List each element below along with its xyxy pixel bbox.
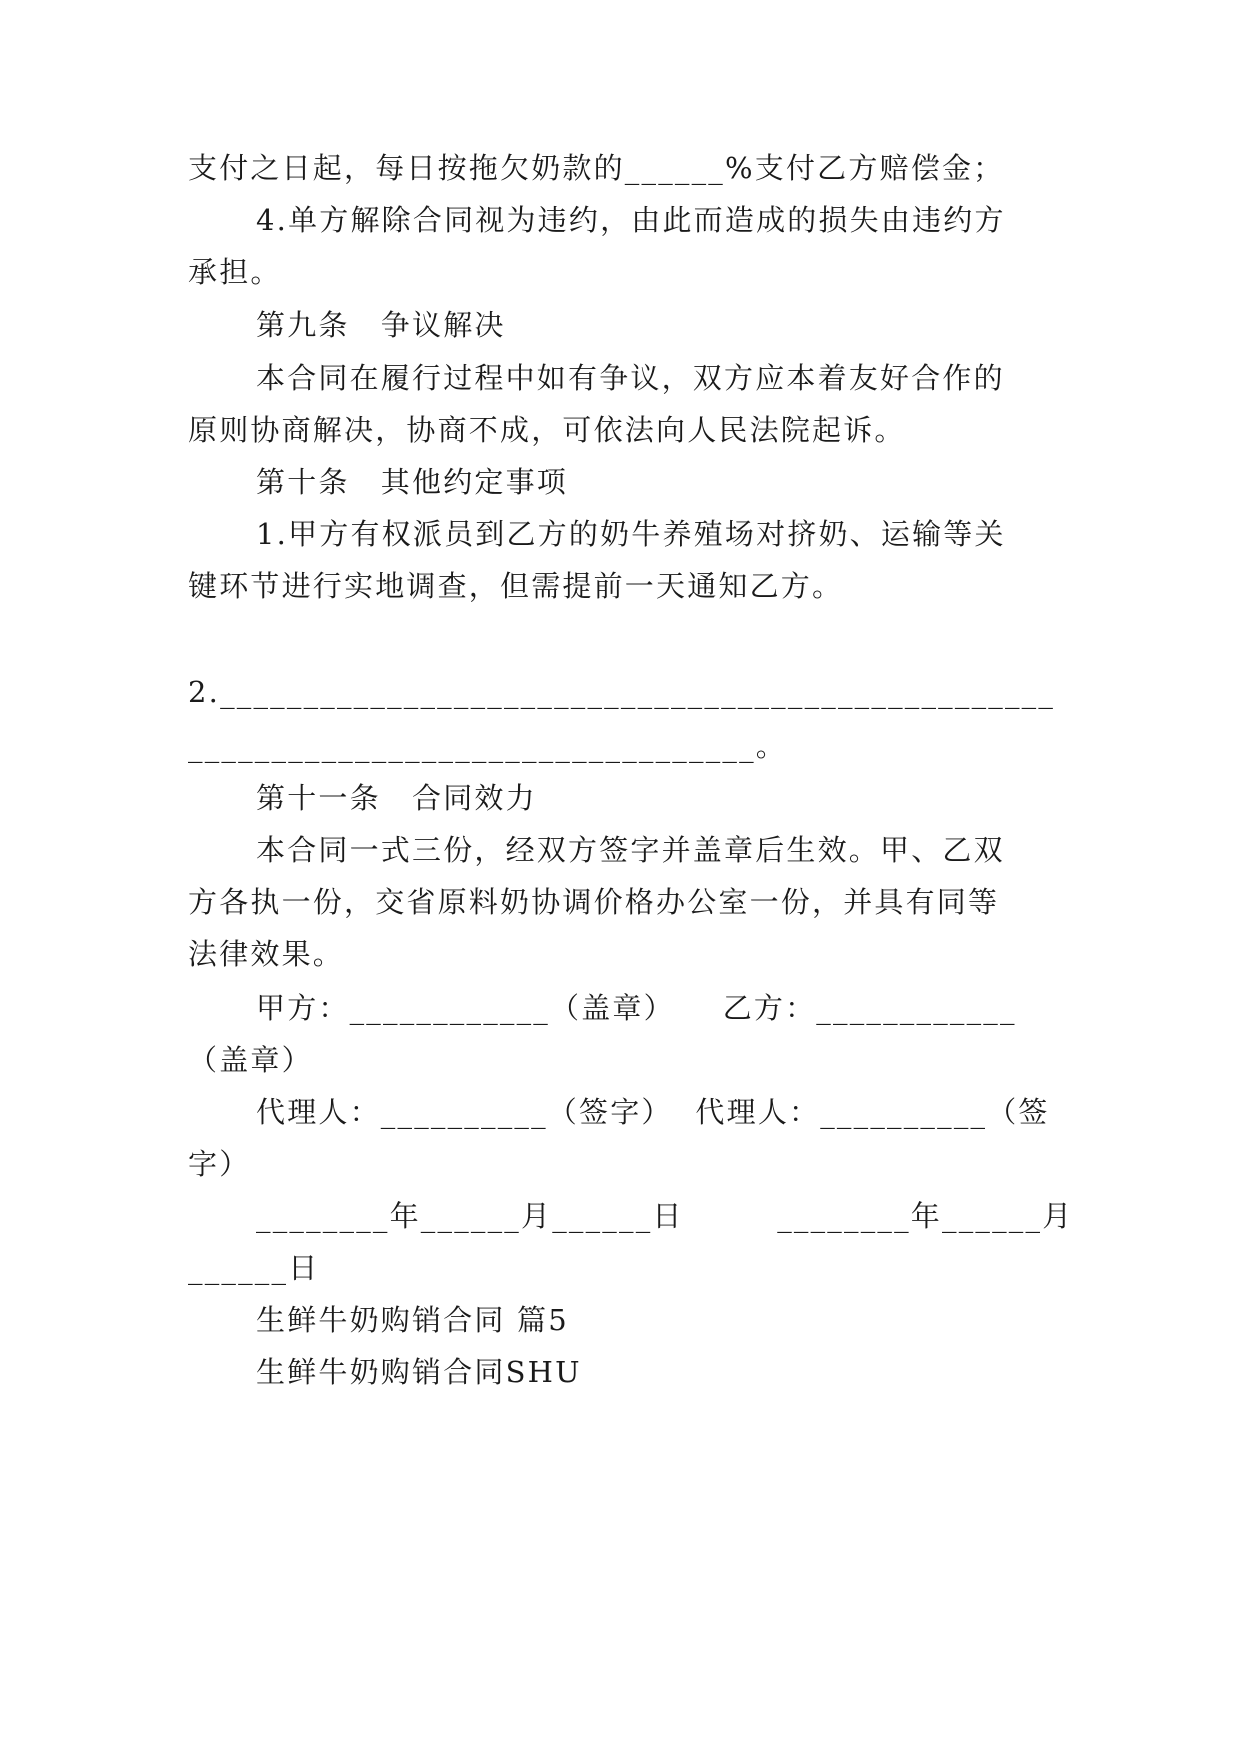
party-signature-line: 甲方：____________（盖章） 乙方：____________	[256, 991, 1017, 1025]
blank-line: __________________________________。	[188, 729, 787, 763]
paragraph-line: （盖章）	[188, 1043, 313, 1077]
paragraph-line: 法律效果。	[188, 937, 345, 971]
clause-item-1: 1.甲方有权派员到乙方的奶牛养殖场对挤奶、运输等关	[256, 517, 1006, 551]
article-heading-11: 第十一条 合同效力	[256, 781, 537, 815]
article-heading-9: 第九条 争议解决	[256, 308, 506, 342]
section-subtitle: 生鲜牛奶购销合同SHU	[256, 1355, 582, 1389]
paragraph-line: 键环节进行实地调查，但需提前一天通知乙方。	[188, 569, 844, 603]
date-line: ________年______月______日 ________年______月	[256, 1199, 1074, 1233]
clause-item-4: 4.单方解除合同视为违约，由此而造成的损失由违约方	[256, 203, 1006, 237]
agent-signature-line: 代理人：__________（签字） 代理人：__________（签	[256, 1095, 1050, 1129]
paragraph-line: 支付之日起，每日按拖欠奶款的______%支付乙方赔偿金；	[188, 151, 1005, 185]
paragraph-line: 字）	[188, 1147, 251, 1181]
paragraph-line: 原则协商解决，协商不成，可依法向人民法院起诉。	[188, 413, 906, 447]
paragraph-line: 本合同一式三份，经双方签字并盖章后生效。甲、乙双	[256, 833, 1005, 867]
paragraph-line: 本合同在履行过程中如有争议，双方应本着友好合作的	[256, 361, 1005, 395]
paragraph-line: 方各执一份，交省原料奶协调价格办公室一份，并具有同等	[188, 885, 1000, 919]
paragraph-line: 承担。	[188, 255, 282, 289]
section-title: 生鲜牛奶购销合同 篇5	[256, 1303, 569, 1337]
article-heading-10: 第十条 其他约定事项	[256, 465, 569, 499]
date-line-continued: ______日	[188, 1251, 320, 1285]
clause-item-2-blank: 2.__________________________________________________	[188, 675, 1056, 709]
